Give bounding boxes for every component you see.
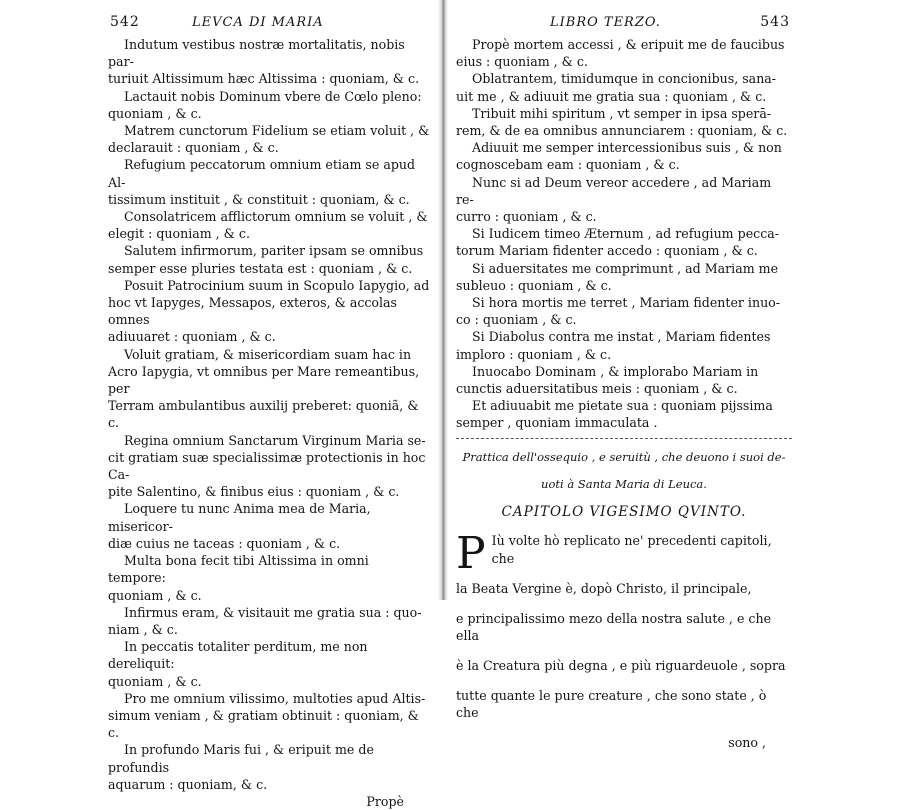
text-line: Matrem cunctorum Fidelium se etiam voluit , & [124,123,430,139]
text-line: imploro : quoniam , & c. [456,346,612,362]
left-page-number: 542 [110,14,140,30]
text-line: declarauit : quoniam , & c. [108,140,279,156]
section-title [462,450,786,492]
text-line: hoc vt Iapyges, Messapos, exteros, & accolas omnes [108,295,398,328]
text-line: quoniam , & c. [108,105,202,121]
chapter-text-line: la Beata Vergine è, dopò Christo, il principale, [456,580,752,596]
text-line: tissimum instituit , & constituit : quoniam, & c. [108,191,410,207]
text-line: Loquere tu nunc Anima mea de Maria, misericor- [108,501,371,534]
text-line: Consolatricem afflictorum omnium se voluit , & [124,209,428,225]
divider-rule [456,438,792,439]
text-line: Terram ambulantibus auxilij preberet: quoniã, & c. [108,398,419,431]
text-line: Inuocabo Dominam , & implorabo Mariam in [472,363,759,379]
text-line: In profundo Maris fui , & eripuit me de profundis [108,742,374,775]
text-line: Si aduersitates me comprimunt , ad Mariam me [472,260,779,276]
text-line: Lactauit nobis Dominum vbere de Cœlo pleno: [124,88,422,104]
text-line: Oblatrantem, timidumque in concionibus, sana- [472,71,777,87]
text-line: torum Mariam fidenter accedo : quoniam , & c. [456,243,758,259]
text-line: Acro Iapygia, vt omnibus per Mare remeantibus, per [108,363,420,397]
text-line: Refugium peccatorum omnium etiam se apud Al- [108,157,416,190]
text-line: cit gratiam suæ specialissimæ protectionis in hoc Ca- [108,449,426,483]
left-body-text [108,36,430,793]
right-page-header [456,14,792,36]
text-line: quoniam , & c. [108,587,202,603]
chapter-text-line: tutte quante le pure creature , che sono state , ò che [456,688,767,721]
right-page-number: 543 [760,14,790,30]
right-catchword: sono , [728,735,766,751]
right-running-title: LIBRO TERZO. [550,15,661,30]
text-line: Regina omnium Sanctarum Virginum Maria se- [124,432,426,448]
chapter-text-line: Iù volte hò replicato ne' precedenti capitoli, che [491,533,772,566]
text-line: Tribuit mihi spiritum , vt semper in ipsa sperā- [472,105,772,121]
left-page [108,14,430,809]
right-page [456,14,792,751]
text-line: niam , & c. [108,621,178,637]
text-line: cunctis aduersitatibus meis : quoniam , & c. [456,381,738,397]
left-page-header [108,14,430,36]
text-line: Si Diabolus contra me instat , Mariam fidentes [472,329,771,345]
text-line: elegit : quoniam , & c. [108,226,250,242]
chapter-text [456,528,792,722]
text-line: In peccatis totaliter perditum, me non dereliquit: [108,639,368,672]
text-line: Voluit gratiam, & misericordiam suam hac in [124,346,412,362]
text-line: cognoscebam eam : quoniam , & c. [456,157,680,173]
text-line: Posuit Patrocinium suum in Scopulo Iapygio, ad [124,277,430,293]
text-line: Si hora mortis me terret , Mariam fidenter inuo- [472,295,781,311]
left-running-title: LEVCA DI MARIA [192,15,324,30]
section-title-line: uoti à Santa Maria di Leuca. [541,476,707,491]
text-line: uit me , & adiuuit me gratia sua : quoniam , & c. [456,88,767,104]
text-line: subleuo : quoniam , & c. [456,277,612,293]
text-line: Propè mortem accessi , & eripuit me de faucibus [472,37,785,52]
text-line: rem, & de ea omnibus annunciarem : quoniam, & c. [456,123,788,139]
text-line: Salutem infirmorum, pariter ipsam se omnibus [124,243,424,259]
text-line: semper esse pluries testata est : quoniam , & c. [108,260,413,276]
text-line: quoniam , & c. [108,673,202,689]
chapter-text-line: e principalissimo mezo della nostra salute , e che ella [456,610,772,644]
text-line: curro : quoniam , & c. [456,209,597,225]
text-line: adiuuaret : quoniam , & c. [108,329,276,345]
text-line: simum veniam , & gratiam obtinuit : quoniam, & c. [108,707,419,741]
text-line: eius : quoniam , & c. [456,54,588,70]
text-line: Multa bona fecit tibi Altissima in omni tempore: [108,553,369,586]
drop-cap: P [456,528,486,580]
text-line: Indutum vestibus nostræ mortalitatis, nobis par- [108,37,405,70]
text-line: Si Iudicem timeo Æternum , ad refugium pecca- [472,226,780,242]
book-gutter [438,0,448,600]
left-catchword: Propè [366,793,404,809]
text-line: Pro me omnium vilissimo, multoties apud Altis- [124,690,426,706]
text-line: turiuit Altissimum hæc Altissima : quoniam, & c. [108,71,420,87]
section-title-line: Prattica dell'ossequio , e seruitù , che deuono i suoi de- [462,450,786,465]
text-line: pite Salentino, & finibus eius : quoniam , & c. [108,484,400,500]
text-line: diæ cuius ne taceas : quoniam , & c. [108,535,341,551]
text-line: co : quoniam , & c. [456,312,577,328]
text-line: Infirmus eram, & visitauit me gratia sua : quo- [124,604,422,620]
text-line: Nunc si ad Deum vereor accedere , ad Mariam re- [456,174,772,207]
text-line: aquarum : quoniam, & c. [108,776,268,792]
text-line: semper , quoniam immaculata . [456,415,658,431]
chapter-heading: CAPITOLO VIGESIMO QVINTO. [501,503,747,520]
right-body-text [456,36,792,432]
chapter-paragraph [456,528,792,722]
text-line: Et adiuuabit me pietate sua : quoniam pijssima [472,398,773,414]
chapter-text-line: è la Creatura più degna , e più riguardeuole , sopra [456,658,786,674]
text-line: Adiuuit me semper intercessionibus suis , & non [472,140,782,156]
